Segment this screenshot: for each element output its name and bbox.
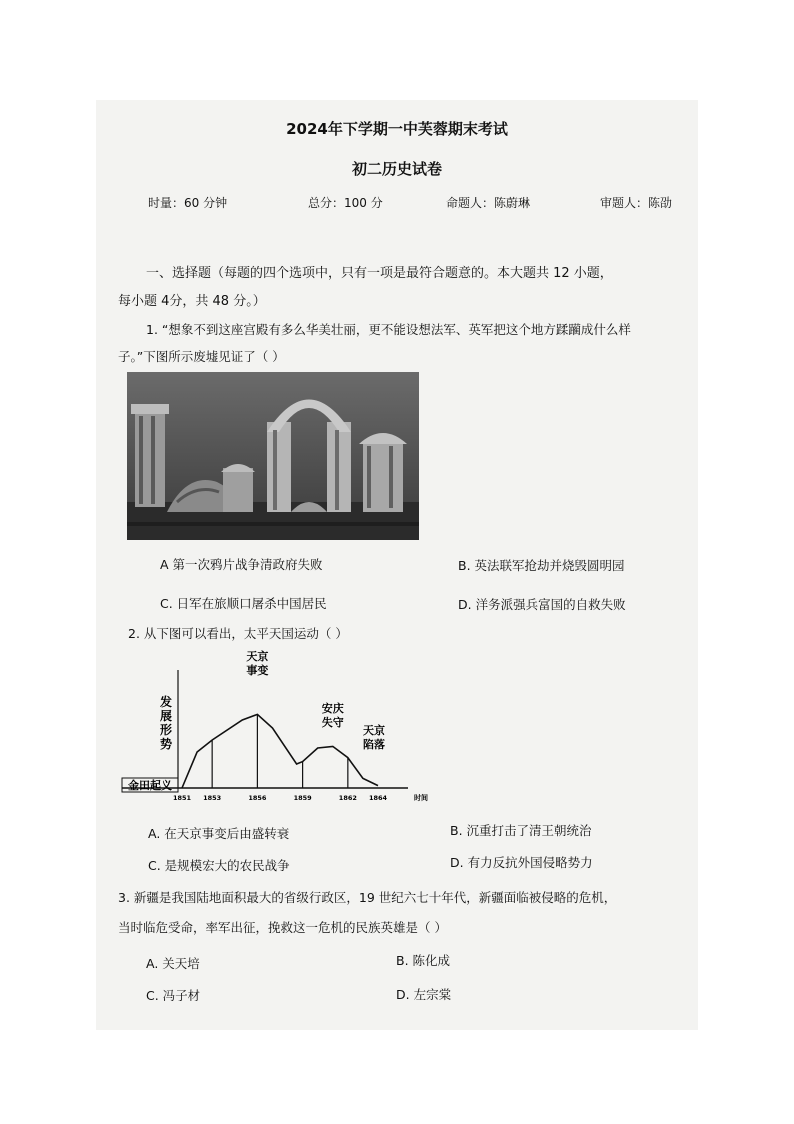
q2-option-d[interactable]: D. 有力反抗外国侵略势力: [450, 855, 593, 870]
time-limit: 时量：60 分钟: [148, 196, 228, 210]
x-tick-label: 1864: [368, 794, 388, 802]
annotation-label: 陷落: [363, 738, 385, 751]
y-axis-label: 展: [159, 709, 173, 723]
x-tick-label: 1862: [338, 794, 357, 802]
annotation-label: 天京: [363, 724, 385, 737]
q1-option-b[interactable]: B. 英法联军抢劫并烧毁圆明园: [458, 558, 625, 573]
annotation-label: 安庆: [321, 702, 344, 715]
x-tick-label: 1856: [248, 794, 267, 802]
q3-option-a[interactable]: A. 关天培: [146, 956, 200, 971]
q3-stem-line1: 3. 新疆是我国陆地面积最大的省级行政区，19 世纪六七十年代，新疆面临被侵略的危机，: [118, 890, 617, 905]
q3-option-d[interactable]: D. 左宗棠: [396, 987, 452, 1002]
annotation-label: 金田起义: [128, 779, 172, 792]
y-axis-label: 势: [159, 737, 173, 751]
y-axis-label: 发: [159, 695, 173, 709]
exam-subtitle: 初二历史试卷: [351, 160, 442, 178]
x-tick-label: 1851: [172, 794, 192, 802]
q3-stem-line2: 当时临危受命，率军出征，挽救这一危机的民族英雄是（ ）: [118, 920, 447, 935]
q2-option-b[interactable]: B. 沉重打击了清王朝统治: [450, 823, 592, 838]
x-tick-label: 1859: [293, 794, 312, 802]
q2-option-a[interactable]: A. 在天京事变后由盛转衰: [148, 826, 290, 841]
q2-stem: 2. 从下图可以看出，太平天国运动（ ）: [128, 626, 348, 641]
annotation-label: 天京: [246, 650, 269, 663]
section-heading-line2: 每小题 4分，共 48 分。）: [118, 294, 266, 309]
x-tick-label: 1853: [203, 794, 222, 802]
trend-line: [182, 714, 378, 788]
q3-option-b[interactable]: B. 陈化成: [396, 953, 451, 968]
annotation-label: 事变: [246, 664, 269, 677]
q2-option-c[interactable]: C. 是规模宏大的农民战争: [148, 858, 290, 873]
q3-option-c[interactable]: C. 冯子材: [146, 988, 201, 1003]
taiping-trend-chart: [118, 650, 438, 810]
yuanmingyuan-ruins-photo: [127, 372, 419, 540]
q1-option-d[interactable]: D. 洋务派强兵富国的自救失败: [458, 597, 626, 612]
y-axis-label: 形: [159, 723, 173, 737]
section-heading-line1: 一、选择题（每题的四个选项中，只有一项是最符合题意的。本大题共 12 小题，: [146, 266, 613, 281]
q1-stem-line1: 1. “想象不到这座宫殿有多么华美壮丽，更不能设想法军、英军把这个地方蹂躏成什么样: [146, 322, 631, 337]
reviewer: 审题人：陈劭: [600, 196, 673, 210]
exam-title: 2024年下学期一中芙蓉期末考试: [286, 120, 508, 138]
q1-stem-line2: 子。”下图所示废墟见证了（ ）: [118, 349, 285, 364]
q1-option-a[interactable]: A 第一次鸦片战争清政府失败: [160, 557, 323, 572]
x-axis-label: 时间: [414, 794, 428, 802]
total-score: 总分：100 分: [308, 196, 383, 210]
q1-option-c[interactable]: C. 日军在旅顺口屠杀中国居民: [160, 596, 327, 611]
annotation-label: 失守: [321, 716, 344, 729]
question-author: 命题人：陈蔚琳: [446, 196, 531, 210]
